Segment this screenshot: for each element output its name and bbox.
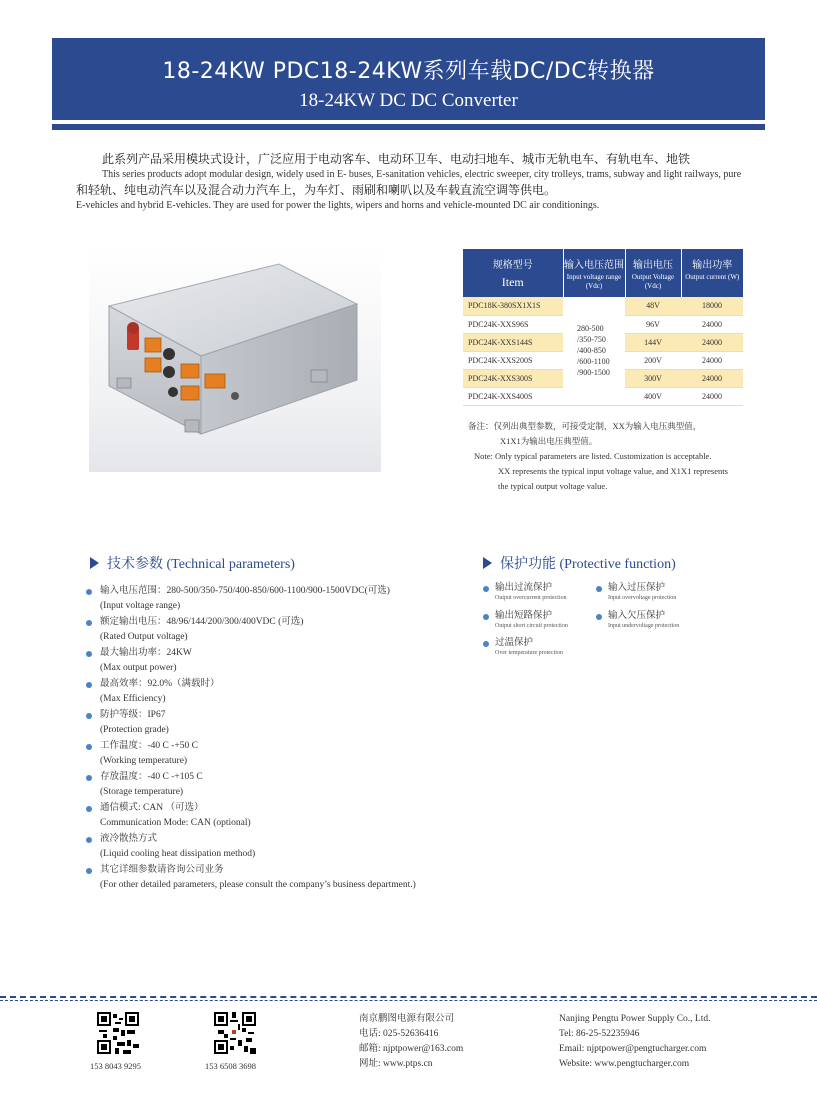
- intro-zh-line-2: 和轻轨、纯电动汽车以及混合动力汽车上，为车灯、雨刷和喇叭以及车载直流空调等供电。: [76, 183, 557, 197]
- protect-en: Over temperature protection: [495, 650, 563, 656]
- param-zh: 最大输出功率：24KW: [100, 648, 192, 658]
- email-en: Email: njptpower@pengtucharger.com: [559, 1044, 707, 1054]
- contact-zh: [359, 1012, 463, 1072]
- th-item-zh: 规格型号: [492, 260, 533, 271]
- th-output-power: [681, 249, 743, 297]
- spec-table: [463, 249, 743, 406]
- contact-en: [559, 1012, 710, 1072]
- phone-number-2: 153 6508 3698: [205, 1061, 256, 1071]
- param-zh: 输入电压范围：280-500/350-750/400-850/600-1100/900-1500VDC(可选): [100, 586, 390, 596]
- intro-en-line-2: E-vehicles and hybrid E-vehicles. They are used for power the lights, wipers and horns and vehicle-mounted DC air conditionings.: [76, 200, 600, 211]
- cell-model: PDC24K-XXS96S: [463, 315, 563, 333]
- protect-heading-text: 保护功能 (Protective function): [500, 557, 676, 572]
- header-underline: [52, 124, 765, 130]
- cell-model: PDC24K-XXS144S: [463, 333, 563, 351]
- protect-zh: 输出过流保护: [495, 583, 553, 593]
- param-en: (Max output power): [100, 663, 177, 673]
- param-en: (Storage temperature): [100, 787, 184, 797]
- list-item: [596, 582, 676, 602]
- bullet-dot-icon: [596, 586, 602, 592]
- input-range-line: /350-750: [577, 335, 606, 345]
- qr-code-icon: [214, 1012, 256, 1054]
- bullet-dot-icon: [483, 586, 489, 592]
- protect-en: Input overvoltage protection: [608, 595, 677, 601]
- page-title: 18-24KW PDC18-24KW系列车载DC/DC转换器: [162, 59, 655, 84]
- protect-zh: 输入欠压保护: [608, 611, 666, 621]
- bullet-dot-icon: [483, 614, 489, 620]
- input-range-line: /600-1100: [577, 357, 610, 367]
- list-item: [483, 637, 563, 657]
- bullet-dot-icon: [86, 620, 92, 626]
- list-item: [86, 769, 506, 800]
- cell-power: 24000: [681, 315, 743, 333]
- company-name-en: Nanjing Pengtu Power Supply Co., Ltd.: [559, 1014, 711, 1024]
- protect-zh: 输入过压保护: [608, 583, 666, 593]
- cell-model: PDC24K-XXS400S: [463, 387, 563, 405]
- param-zh: 其它详细参数请咨询公司业务: [100, 865, 224, 875]
- th-item-en: Item: [501, 275, 524, 289]
- param-en: (Input voltage range): [100, 601, 181, 611]
- param-zh: 额定输出电压：48/96/144/200/300/400VDC (可选): [100, 617, 304, 627]
- param-zh: 液冷散热方式: [100, 834, 158, 844]
- protect-heading: [483, 553, 676, 573]
- param-zh: 工作温度：-40 C -+50 C: [100, 741, 198, 751]
- intro-en-line-1: This series products adopt modular design, widely used in E- buses, E-sanitation vehicles, electric sweeper, city trolleys, trams, subway and light railways, pure: [102, 169, 742, 180]
- cell-power: 24000: [681, 387, 743, 405]
- bullet-dot-icon: [86, 589, 92, 595]
- param-en: (Protection grade): [100, 725, 169, 735]
- cell-voltage: 96V: [625, 315, 681, 333]
- table-row: [463, 297, 743, 315]
- website-zh: 网址: www.ptps.cn: [359, 1059, 433, 1069]
- note-zh-line-2: X1X1为输出电压典型值。: [500, 436, 598, 446]
- table-note: [468, 419, 728, 494]
- dc-converter-illustration: [89, 246, 381, 472]
- protect-en: Input undervoltage protection: [608, 623, 680, 629]
- footer-divider: [0, 996, 817, 998]
- list-item: [596, 610, 679, 630]
- website-en: Website: www.pengtucharger.com: [559, 1059, 690, 1069]
- list-item: [86, 645, 506, 676]
- cell-power: 24000: [681, 351, 743, 369]
- cell-voltage: 48V: [625, 297, 681, 315]
- bullet-dot-icon: [86, 806, 92, 812]
- input-range-line: 280-500: [577, 324, 604, 334]
- param-en: (Rated Output voltage): [100, 632, 188, 642]
- bullet-dot-icon: [86, 775, 92, 781]
- list-item: [86, 614, 506, 645]
- tech-params-list: [86, 583, 506, 893]
- input-range-line: /900-1500: [577, 368, 610, 378]
- bullet-dot-icon: [596, 614, 602, 620]
- th-output-voltage: [625, 249, 681, 297]
- th-input-voltage-en: Input voltage range (Vdc): [566, 273, 622, 290]
- bullet-dot-icon: [86, 837, 92, 843]
- tel-en: Tel: 86-25-52235946: [559, 1029, 640, 1039]
- tech-heading-text: 技术参数 (Technical parameters): [107, 557, 295, 572]
- param-zh: 通信模式: CAN （可选）: [100, 803, 204, 813]
- param-zh: 存放温度：-40 C -+105 C: [100, 772, 203, 782]
- triangle-bullet-icon: [90, 557, 99, 569]
- list-item: [86, 862, 506, 893]
- list-item: [86, 738, 506, 769]
- intro-paragraph: [76, 151, 776, 213]
- note-zh-line-1: 备注：仅列出典型参数，可接受定制，XX为输入电压典型值，: [468, 421, 702, 431]
- tel-zh: 电话: 025-52636416: [359, 1029, 439, 1039]
- th-input-voltage-zh: 输入电压范围: [564, 260, 624, 271]
- cell-model: PDC24K-XXS300S: [463, 369, 563, 387]
- page-subtitle: 18-24KW DC DC Converter: [299, 90, 518, 111]
- list-item: [86, 676, 506, 707]
- product-image: [89, 246, 381, 472]
- list-item: [86, 831, 506, 862]
- bullet-dot-icon: [86, 682, 92, 688]
- triangle-bullet-icon: [483, 557, 492, 569]
- cell-voltage: 144V: [625, 333, 681, 351]
- protect-en: Output short circuit protection: [495, 623, 568, 629]
- th-output-voltage-en: Output Voltage (Vdc): [631, 273, 675, 290]
- cell-voltage: 300V: [625, 369, 681, 387]
- company-name-zh: 南京鹏图电源有限公司: [359, 1014, 455, 1024]
- cell-input-range: [563, 297, 625, 405]
- cell-power: 24000: [681, 333, 743, 351]
- protect-en: Output overcurrent protection: [495, 595, 567, 601]
- cell-model: PDC24K-XXS200S: [463, 351, 563, 369]
- list-item: [86, 583, 506, 614]
- list-item: [483, 610, 568, 630]
- cell-model: PDC18K-380SX1X1S: [463, 297, 563, 315]
- cell-voltage: 400V: [625, 387, 681, 405]
- param-en: (Max Efficiency): [100, 694, 166, 704]
- cell-power: 18000: [681, 297, 743, 315]
- note-en-line-2: XX represents the typical input voltage value, and X1X1 represents: [498, 466, 728, 476]
- list-item: [86, 707, 506, 738]
- header-banner: [52, 38, 765, 120]
- param-zh: 最高效率：92.0%（满载时）: [100, 679, 220, 689]
- input-range-line: /400-850: [577, 346, 606, 356]
- protect-zh: 过温保护: [495, 638, 534, 648]
- list-item: [86, 800, 506, 831]
- param-en: Communication Mode: CAN (optional): [100, 818, 251, 828]
- bullet-dot-icon: [86, 713, 92, 719]
- qr-code-icon: [97, 1012, 139, 1054]
- bullet-dot-icon: [483, 641, 489, 647]
- footer-divider-thin: [0, 1000, 817, 1001]
- tech-heading: [90, 553, 295, 573]
- th-output-power-en: Output current (W): [685, 273, 740, 281]
- phone-number-1: 153 8043 9295: [90, 1061, 141, 1071]
- bullet-dot-icon: [86, 651, 92, 657]
- cell-power: 24000: [681, 369, 743, 387]
- param-en: (For other detailed parameters, please consult the company’s business department.): [100, 880, 416, 890]
- th-output-voltage-zh: 输出电压: [633, 260, 673, 271]
- note-en-line-3: the typical output voltage value.: [498, 481, 608, 491]
- param-en: (Liquid cooling heat dissipation method): [100, 849, 256, 859]
- intro-zh-line-1: 此系列产品采用模块式设计，广泛应用于电动客车、电动环卫车、电动扫地车、城市无轨电车、有轨电车、地铁: [102, 152, 691, 166]
- th-input-voltage: [563, 249, 625, 297]
- th-item: [463, 249, 563, 297]
- bullet-dot-icon: [86, 744, 92, 750]
- note-en-line-1: Note: Only typical parameters are listed. Customization is acceptable.: [474, 451, 712, 461]
- email-zh: 邮箱: njptpower@163.com: [359, 1044, 464, 1054]
- bullet-dot-icon: [86, 868, 92, 874]
- param-en: (Working temperature): [100, 756, 188, 766]
- table-header-row: [463, 249, 743, 297]
- th-output-power-zh: 输出功率: [692, 260, 733, 271]
- list-item: [483, 582, 567, 602]
- protect-zh: 输出短路保护: [495, 611, 553, 621]
- cell-voltage: 200V: [625, 351, 681, 369]
- param-zh: 防护等级：IP67: [100, 710, 166, 720]
